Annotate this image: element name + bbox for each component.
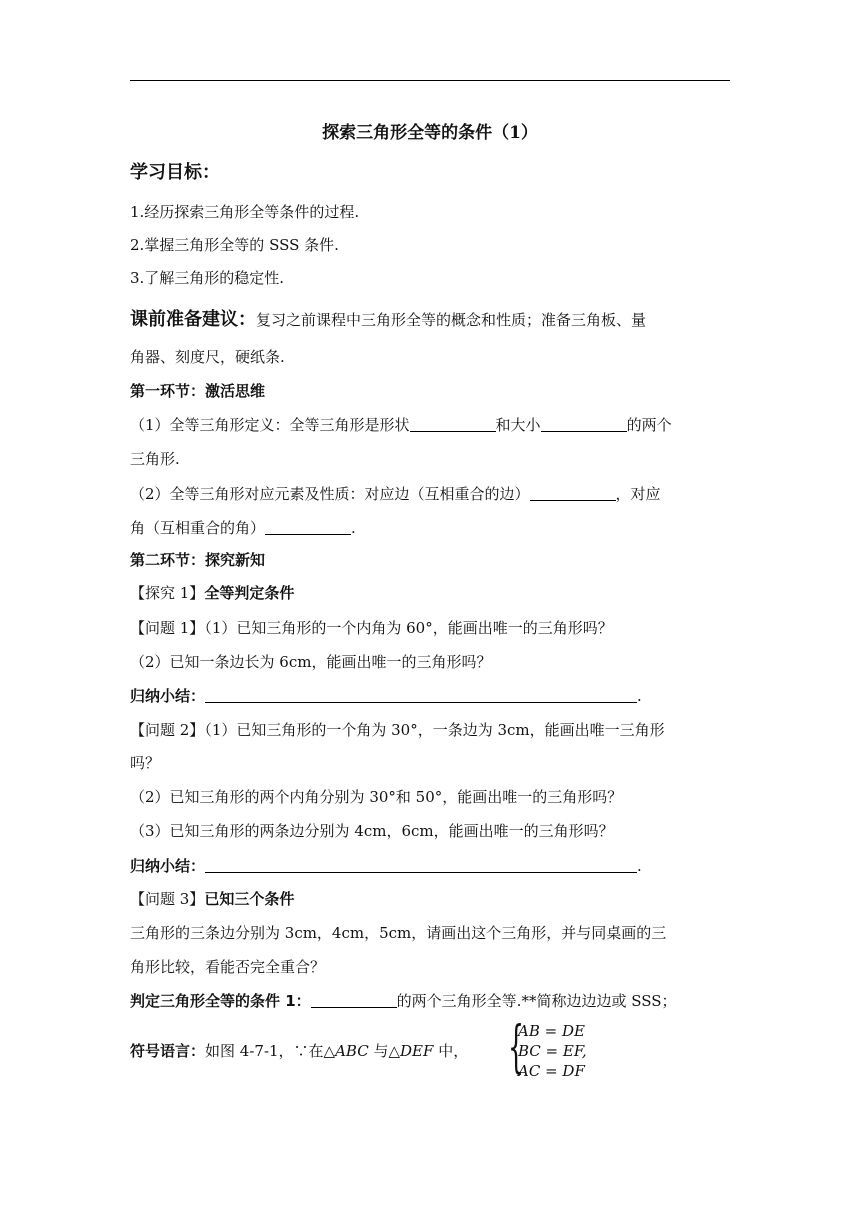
summary2-label: 归纳小结： <box>130 857 206 875</box>
problem1-line <box>130 618 734 638</box>
problem3-title: 已知三个条件 <box>204 890 295 908</box>
criterion-label: 判定三角形全等的条件 1： <box>130 992 311 1010</box>
symbol-text-c: 中， <box>433 1042 469 1060</box>
symbol-text-b: 与△ <box>368 1042 401 1060</box>
blank-angles <box>265 518 351 535</box>
triangle-abc: ABC <box>335 1042 369 1060</box>
summary2-line <box>130 856 734 876</box>
triangle-def: DEF <box>400 1042 434 1060</box>
symbol-label: 符号语言： <box>130 1042 206 1060</box>
criterion-line <box>130 991 734 1011</box>
objective-item-1: 1.经历探索三角形全等条件的过程. <box>130 203 360 221</box>
q1-text-b: 和大小 <box>495 416 541 434</box>
objectives-heading: 学习目标： <box>130 162 220 183</box>
summary2-end: . <box>637 857 642 875</box>
section1-q2-cont <box>130 518 734 538</box>
prep-heading: 课前准备建议： <box>130 309 256 330</box>
header-rule <box>130 80 730 81</box>
problem3-text-1: 三角形的三条边分别为 3cm，4cm，5cm，请画出这个三角形，并与同桌画的三 <box>130 924 667 942</box>
equation-2: BC = EF, <box>518 1042 587 1060</box>
explore1-title: 全等判定条件 <box>204 584 295 602</box>
section1-q1-cont: 三角形. <box>130 450 180 468</box>
q2-text-b: ，对应 <box>615 485 661 503</box>
blank-sides <box>530 484 616 501</box>
blank-summary-2 <box>205 856 637 873</box>
summary1-line <box>130 686 734 706</box>
criterion-text: 的两个三角形全等.**简称边边边或 SSS； <box>396 992 677 1010</box>
q1-text-a: （1）全等三角形定义：全等三角形是形状 <box>130 416 410 434</box>
symbol-text-a: 如图 4-7-1，∵在△ <box>205 1042 336 1060</box>
problem2-q2: （2）已知三角形的两个内角分别为 30°和 50°，能画出唯一的三角形吗？ <box>130 788 623 806</box>
problem1-q1: （1）已知三角形的一个内角为 60°，能画出唯一的三角形吗？ <box>204 619 613 637</box>
page-title: 探索三角形全等的条件（1） <box>322 123 538 143</box>
blank-summary-1 <box>205 686 637 703</box>
summary1-label: 归纳小结： <box>130 687 206 705</box>
problem3-line <box>130 889 734 909</box>
problem3-text-2: 角形比较，看能否完全重合？ <box>130 958 326 976</box>
q2-text-c: 角（互相重合的角） <box>130 519 266 537</box>
objective-item-3: 3.了解三角形的稳定性. <box>130 269 285 287</box>
section2-heading: 第二环节：探究新知 <box>130 551 266 569</box>
blank-criterion <box>311 991 397 1008</box>
problem2-line <box>130 720 734 740</box>
problem2-bracket: 【问题 2】 <box>130 721 205 739</box>
explore1-line <box>130 583 734 603</box>
left-brace-icon: { <box>508 1015 525 1080</box>
blank-shape <box>410 415 496 432</box>
q1-text-c: 的两个 <box>626 416 672 434</box>
summary1-end: . <box>637 687 642 705</box>
objective-item-2: 2.掌握三角形全等的 SSS 条件. <box>130 236 339 254</box>
q2-text-a: （2）全等三角形对应元素及性质：对应边（互相重合的边） <box>130 485 530 503</box>
q2-text-d: . <box>351 519 356 537</box>
equation-1: AB = DE <box>518 1022 585 1040</box>
problem1-q2: （2）已知一条边长为 6cm，能画出唯一的三角形吗？ <box>130 653 492 671</box>
prep-line-1 <box>130 310 734 330</box>
explore1-bracket: 【探究 1】 <box>130 584 205 602</box>
problem2-q1-cont: 吗？ <box>130 754 161 772</box>
problem1-bracket: 【问题 1】 <box>130 619 205 637</box>
section1-q1 <box>130 415 734 435</box>
section1-q2 <box>130 484 734 504</box>
blank-size <box>541 415 627 432</box>
section1-heading: 第一环节：激活思维 <box>130 382 266 400</box>
problem2-q3: （3）已知三角形的两条边分别为 4cm，6cm，能画出唯一的三角形吗？ <box>130 822 614 840</box>
problem3-bracket: 【问题 3】 <box>130 890 205 908</box>
equation-3: AC = DF <box>518 1062 585 1080</box>
prep-line-2: 角器、刻度尺，硬纸条. <box>130 348 285 366</box>
problem2-q1: （1）已知三角形的一个角为 30°，一条边为 3cm，能画出唯一三角形 <box>204 721 665 739</box>
prep-text: 复习之前课程中三角形全等的概念和性质；准备三角板、量 <box>256 311 647 329</box>
symbol-line <box>130 1041 505 1061</box>
